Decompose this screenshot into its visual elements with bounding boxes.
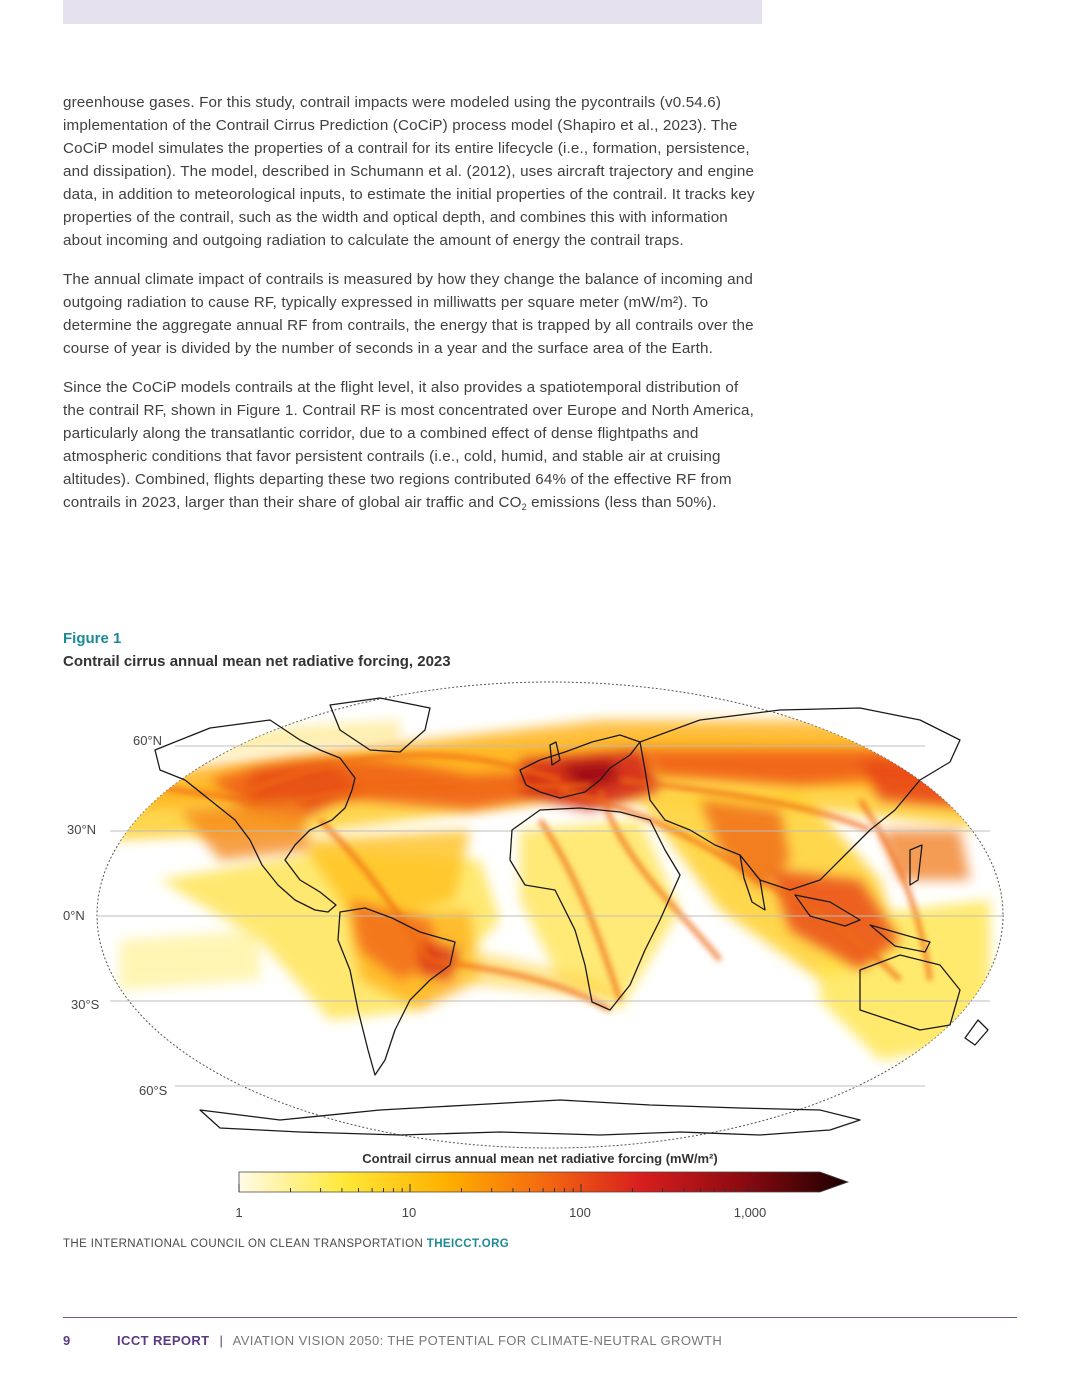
page-number: 9	[63, 1333, 71, 1348]
contrail-rf-map	[0, 680, 1080, 1160]
lat-label-30n: 30°N	[67, 822, 97, 837]
top-header-band	[63, 0, 762, 24]
colorbar-tick-10: 10	[401, 1205, 417, 1220]
paragraph-3-main: Since the CoCiP models contrails at the flight level, it also provides a spatiotemporal distribution of the contrail RF, shown in Figure 1. Contrail RF is most concentrated over Europe and North America, particularly along the transatlantic corridor, due to a combined effect of dense flightpaths and atmospheric conditions that favor persistent contrails (i.e., cold, humid, and stable air at cruising altitudes). Combined, flights departing these two regions contributed 64% of the effective RF from contrails in 2023, larger than their share of global air traffic and CO	[63, 379, 754, 511]
report-brand: ICCT REPORT	[117, 1333, 210, 1348]
figure-label: Figure 1	[63, 630, 122, 647]
lat-label-60n: 60°N	[133, 733, 163, 748]
paragraph-3	[63, 376, 763, 519]
footer-rule	[63, 1317, 1017, 1318]
paragraph-2: The annual climate impact of contrails is measured by how they change the balance of incoming and outgoing radiation to cause RF, typically expressed in milliwatts per square meter (mW/m²). To determine the aggregate annual RF from contrails, the energy that is trapped by all contrails over the course of year is divided by the number of seconds in a year and the surface area of the Earth.	[63, 271, 754, 357]
report-title: AVIATION VISION 2050: THE POTENTIAL FOR CLIMATE-NEUTRAL GROWTH	[232, 1333, 723, 1348]
body-text	[63, 91, 763, 535]
colorbar-tick-1: 1	[235, 1205, 243, 1220]
lat-label-60s: 60°S	[139, 1083, 168, 1098]
colorbar-tick-100: 100	[569, 1205, 591, 1220]
lat-label-30s: 30°S	[71, 997, 100, 1012]
source-org: THE INTERNATIONAL COUNCIL ON CLEAN TRANSPORTATION	[63, 1238, 424, 1250]
paragraph-1: greenhouse gases. For this study, contrail impacts were modeled using the pycontrails (v0.54.6) implementation of the Contrail Cirrus Prediction (CoCiP) process model (Shapiro et al., 2023). The CoCiP model simulates the properties of a contrail for its entire lifecycle (i.e., formation, persistence, and dissipation). The model, described in Schumann et al. (2012), uses aircraft trajectory and engine data, in addition to meteorological inputs, to estimate the initial properties of the contrail. It tracks key properties of the contrail, such as the width and optical depth, and combines this with information about incoming and outgoing radiation to calculate the amount of energy the contrail traps.	[63, 94, 755, 249]
paragraph-3-end: emissions (less than 50%).	[526, 494, 717, 511]
colorbar-title: Contrail cirrus annual mean net radiative forcing (mW/m²)	[362, 1151, 718, 1166]
page-footer	[63, 1333, 722, 1348]
colorbar	[238, 1170, 850, 1196]
figure-source	[63, 1238, 509, 1250]
lat-label-0n: 0°N	[63, 908, 85, 923]
figure-title: Contrail cirrus annual mean net radiative forcing, 2023	[63, 653, 451, 670]
co2-subscript: 2	[521, 502, 527, 512]
footer-separator: |	[219, 1333, 224, 1348]
colorbar-tick-1000: 1,000	[733, 1205, 767, 1220]
source-link[interactable]: THEICCT.ORG	[426, 1238, 510, 1250]
